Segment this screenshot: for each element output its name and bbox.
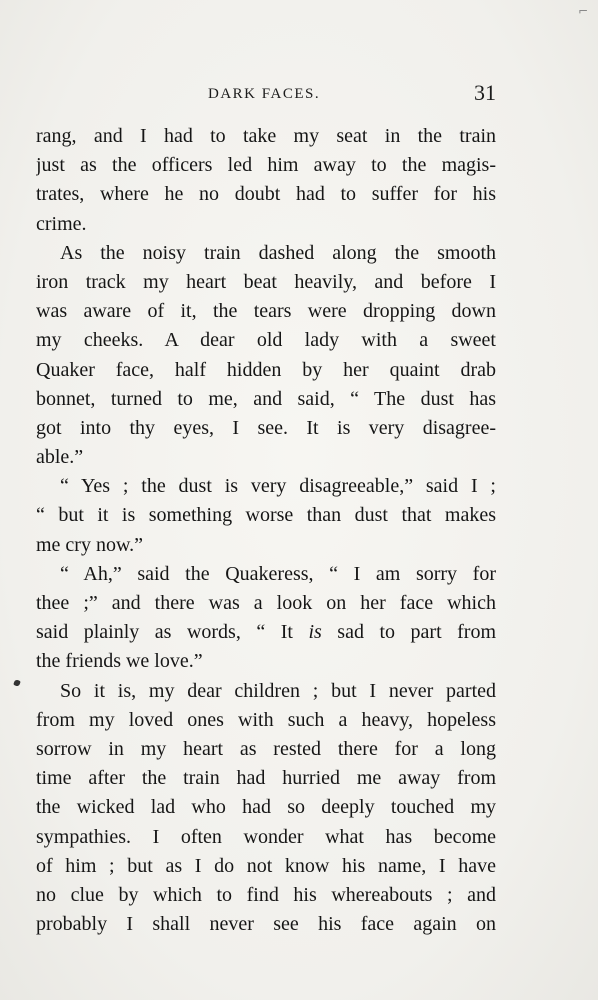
ink-mark-icon: [13, 679, 21, 687]
text-line: “ Yes ; the dust is very disagreeable,” said I ;: [60, 475, 496, 498]
page-header: [36, 80, 496, 110]
text-line: of him ; but as I do not know his name, I have: [36, 854, 496, 877]
text-line: sorrow in my heart as rested there for a long: [36, 737, 496, 760]
corner-mark-icon: ⌐: [578, 4, 589, 18]
text-segment: sad to part from: [321, 621, 496, 644]
text-line: crime.: [36, 212, 87, 235]
text-line: the friends we love.”: [36, 650, 203, 673]
text-line: “ Ah,” said the Quakeress, “ I am sorry for: [60, 562, 496, 585]
text-line: was aware of it, the tears were dropping down: [36, 300, 496, 323]
text-segment: said plainly as words, “ It: [36, 621, 309, 644]
text-line: got into thy eyes, I see. It is very disagree-: [36, 416, 496, 439]
text-line: trates, where he no doubt had to suffer for his: [36, 183, 496, 206]
page-number: 31: [474, 80, 496, 105]
text-line: “ but it is something worse than dust that makes: [36, 504, 496, 527]
text-line: sympathies. I often wonder what has become: [36, 825, 496, 848]
running-head: DARK FACES.: [208, 86, 321, 102]
text-line: no clue by which to find his whereabouts ; and: [36, 883, 496, 906]
text-line: bonnet, turned to me, and said, “ The dust has: [36, 387, 496, 410]
text-line: rang, and I had to take my seat in the train: [36, 125, 496, 147]
text-line: Quaker face, half hidden by her quaint drab: [36, 358, 496, 381]
text-line: from my loved ones with such a heavy, hopeless: [36, 708, 496, 731]
text-line: just as the officers led him away to the magis-: [36, 154, 496, 177]
emphasized-word: is: [308, 621, 322, 644]
text-line: probably I shall never see his face again on: [36, 913, 496, 936]
text-line: As the noisy train dashed along the smooth: [60, 241, 496, 264]
text-line: thee ;” and there was a look on her face which: [36, 592, 496, 614]
text-line: So it is, my dear children ; but I never parted: [60, 679, 496, 702]
text-line: time after the train had hurried me away from: [36, 767, 496, 790]
text-line: able.”: [36, 446, 84, 469]
text-line: the wicked lad who had so deeply touched my: [36, 796, 496, 819]
text-line: my cheeks. A dear old lady with a sweet: [36, 329, 496, 352]
text-line-with-emphasis: [36, 618, 496, 647]
text-line: me cry now.”: [36, 533, 143, 556]
body-text: [36, 122, 496, 939]
text-line: iron track my heart beat heavily, and before I: [36, 270, 496, 293]
